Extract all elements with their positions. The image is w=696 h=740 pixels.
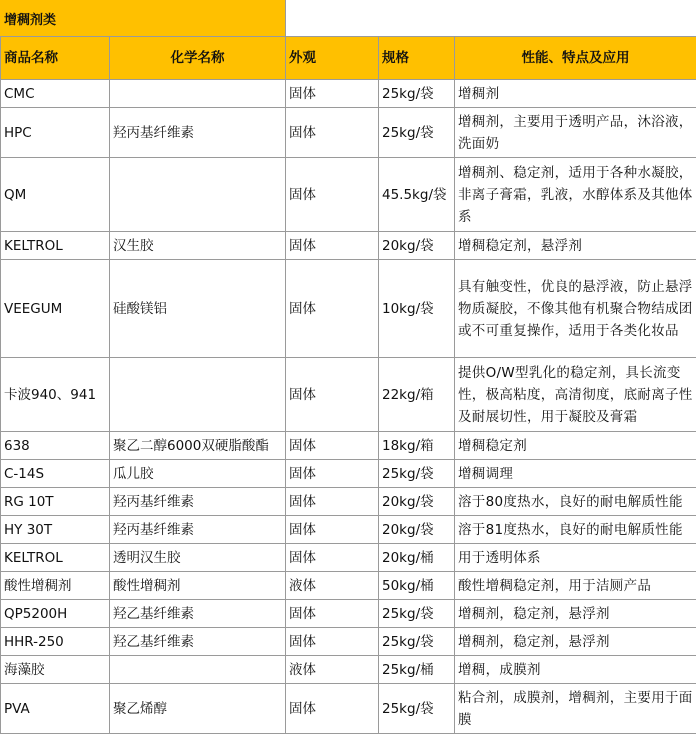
cell-spec[interactable]: 50kg/桶 [379,572,455,600]
cell-look[interactable]: 固体 [286,684,379,734]
cell-spec[interactable]: 10kg/袋 [379,260,455,358]
cell-name[interactable]: PVA [1,684,110,734]
cell-name[interactable]: CMC [1,80,110,108]
cell-spec[interactable]: 25kg/袋 [379,628,455,656]
cell-look[interactable]: 固体 [286,108,379,158]
cell-spec[interactable]: 25kg/袋 [379,80,455,108]
table-row [1,460,696,488]
cell-use[interactable]: 增稠剂，稳定剂，悬浮剂 [455,628,696,656]
cell-use[interactable]: 增稠剂，稳定剂，悬浮剂 [455,600,696,628]
cell-look[interactable]: 固体 [286,158,379,232]
cell-chem[interactable]: 羟乙基纤维素 [110,628,286,656]
cell-spec[interactable]: 25kg/袋 [379,460,455,488]
cell-chem[interactable] [110,80,286,108]
table-row [1,432,696,460]
cell-use[interactable]: 溶于81度热水，良好的耐电解质性能 [455,516,696,544]
table-row [1,628,696,656]
table-row [1,516,696,544]
cell-name[interactable]: QP5200H [1,600,110,628]
cell-chem[interactable]: 硅酸镁铝 [110,260,286,358]
cell-name[interactable]: HY 30T [1,516,110,544]
table-row [1,684,696,734]
cell-name[interactable]: HHR-250 [1,628,110,656]
section-title: 增稠剂类 [4,13,57,28]
header-cell[interactable]: 性能、特点及应用 [455,37,696,80]
table-row [1,358,696,432]
cell-look[interactable]: 固体 [286,628,379,656]
cell-chem[interactable]: 羟丙基纤维素 [110,516,286,544]
cell-use[interactable]: 具有触变性，优良的悬浮液，防止悬浮物质凝胶，不像其他有机聚合物结成团或不可重复操作，适用于各类化妆品 [455,260,696,358]
cell-use[interactable]: 增稠，成膜剂 [455,656,696,684]
cell-chem[interactable]: 瓜儿胶 [110,460,286,488]
cell-use[interactable]: 增稠调理 [455,460,696,488]
table-row [1,600,696,628]
header-cell[interactable]: 规格 [379,37,455,80]
cell-spec[interactable]: 25kg/袋 [379,600,455,628]
table-row [1,80,696,108]
header-cell[interactable]: 商品名称 [1,37,110,80]
table-row [1,572,696,600]
table-row [1,656,696,684]
cell-spec[interactable]: 22kg/箱 [379,358,455,432]
cell-chem[interactable] [110,158,286,232]
cell-use[interactable]: 增稠稳定剂，悬浮剂 [455,232,696,260]
cell-use[interactable]: 增稠剂、稳定剂，适用于各种水凝胶，非离子膏霜，乳液，水醇体系及其他体系 [455,158,696,232]
cell-use[interactable]: 用于透明体系 [455,544,696,572]
cell-look[interactable]: 固体 [286,544,379,572]
cell-spec[interactable]: 25kg/桶 [379,656,455,684]
cell-spec[interactable]: 20kg/袋 [379,516,455,544]
cell-look[interactable]: 固体 [286,516,379,544]
cell-look[interactable]: 固体 [286,460,379,488]
cell-look[interactable]: 固体 [286,488,379,516]
cell-use[interactable]: 增稠稳定剂 [455,432,696,460]
cell-look[interactable]: 固体 [286,232,379,260]
cell-look[interactable]: 液体 [286,572,379,600]
cell-name[interactable]: KELTROL [1,232,110,260]
cell-chem[interactable] [110,358,286,432]
table-body [1,80,696,734]
cell-look[interactable]: 固体 [286,80,379,108]
cell-spec[interactable]: 20kg/袋 [379,232,455,260]
cell-use[interactable]: 酸性增稠稳定剂，用于洁厕产品 [455,572,696,600]
cell-name[interactable]: 卡波940、941 [1,358,110,432]
table-row [1,108,696,158]
cell-chem[interactable]: 羟丙基纤维素 [110,488,286,516]
table-row [1,158,696,232]
cell-name[interactable]: QM [1,158,110,232]
cell-chem[interactable] [110,656,286,684]
table-row [1,232,696,260]
cell-chem[interactable]: 羟乙基纤维素 [110,600,286,628]
cell-spec[interactable]: 18kg/箱 [379,432,455,460]
cell-look[interactable]: 固体 [286,432,379,460]
table-row [1,260,696,358]
cell-use[interactable]: 粘合剂，成膜剂，增稠剂，主要用于面膜 [455,684,696,734]
cell-name[interactable]: HPC [1,108,110,158]
cell-spec[interactable]: 25kg/袋 [379,108,455,158]
cell-name[interactable]: 酸性增稠剂 [1,572,110,600]
section-title-cell[interactable] [0,0,286,36]
cell-chem[interactable]: 羟丙基纤维素 [110,108,286,158]
cell-look[interactable]: 固体 [286,600,379,628]
cell-spec[interactable]: 20kg/袋 [379,488,455,516]
cell-name[interactable]: 海藻胶 [1,656,110,684]
cell-spec[interactable]: 25kg/袋 [379,684,455,734]
product-table [0,36,696,734]
cell-chem[interactable]: 透明汉生胶 [110,544,286,572]
cell-chem[interactable]: 酸性增稠剂 [110,572,286,600]
cell-use[interactable]: 增稠剂，主要用于透明产品，沐浴液，洗面奶 [455,108,696,158]
header-cell[interactable]: 化学名称 [110,37,286,80]
cell-name[interactable]: C-14S [1,460,110,488]
cell-use[interactable]: 增稠剂 [455,80,696,108]
cell-name[interactable]: 638 [1,432,110,460]
cell-spec[interactable]: 45.5kg/袋 [379,158,455,232]
table-row [1,544,696,572]
header-row [1,37,696,80]
header-cell[interactable]: 外观 [286,37,379,80]
cell-name[interactable]: KELTROL [1,544,110,572]
cell-look[interactable]: 固体 [286,358,379,432]
cell-look[interactable]: 固体 [286,260,379,358]
cell-name[interactable]: RG 10T [1,488,110,516]
cell-look[interactable]: 液体 [286,656,379,684]
cell-use[interactable]: 提供O/W型乳化的稳定剂，具长流变性，极高粘度，高清彻度，底耐离子性及耐展切性，用于凝胶及膏霜 [455,358,696,432]
table-row [1,488,696,516]
cell-name[interactable]: VEEGUM [1,260,110,358]
cell-chem[interactable]: 聚乙烯醇 [110,684,286,734]
cell-spec[interactable]: 20kg/桶 [379,544,455,572]
cell-use[interactable]: 溶于80度热水，良好的耐电解质性能 [455,488,696,516]
cell-chem[interactable]: 聚乙二醇6000双硬脂酸酯 [110,432,286,460]
cell-chem[interactable]: 汉生胶 [110,232,286,260]
